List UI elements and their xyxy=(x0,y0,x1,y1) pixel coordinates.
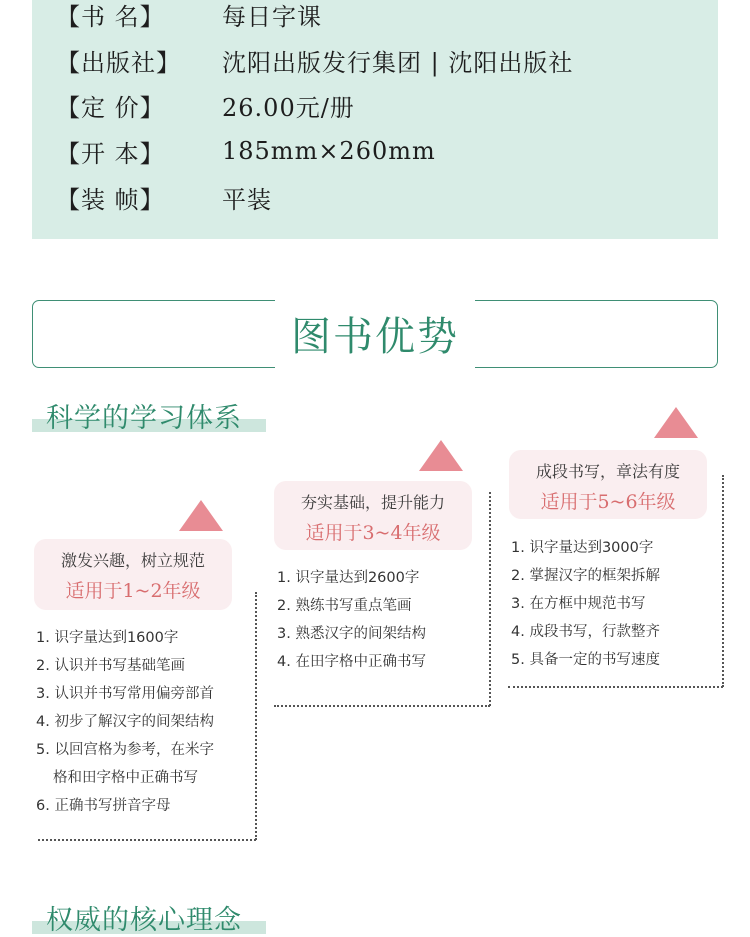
level-3-pill xyxy=(509,450,707,519)
level-2-pill xyxy=(274,481,472,550)
level-slogan: 成段书写，章法有度 xyxy=(535,462,680,481)
section-title-core-concept xyxy=(32,898,272,934)
level-3-list xyxy=(511,534,660,674)
info-row-price xyxy=(56,85,355,125)
info-label: 【定 价】 xyxy=(56,93,165,122)
list-item: 3. 认识并书写常用偏旁部首 xyxy=(36,686,214,702)
info-value: 沈阳出版发行集团 | 沈阳出版社 xyxy=(222,48,574,77)
list-item: 5. 以回宫格为参考，在米字 xyxy=(36,742,214,758)
list-item: 2. 熟练书写重点笔画 xyxy=(277,598,412,614)
info-row-title xyxy=(56,0,322,34)
info-value: 每日字课 xyxy=(222,2,322,31)
section-title-text: 科学的学习体系 xyxy=(46,403,242,434)
list-item: 3. 在方框中规范书写 xyxy=(511,596,646,612)
info-label: 【装 帧】 xyxy=(56,185,165,214)
triangle-marker xyxy=(654,407,698,438)
triangle-marker xyxy=(179,500,223,531)
dotted-divider xyxy=(274,705,490,707)
list-item: 2. 掌握汉字的框架拆解 xyxy=(511,568,660,584)
list-item: 1. 识字量达到3000字 xyxy=(511,540,654,556)
info-row-format xyxy=(56,131,436,171)
level-1-list xyxy=(36,624,214,820)
list-item: 1. 识字量达到2600字 xyxy=(277,570,420,586)
list-item-continued: 格和田字格中正确书写 xyxy=(53,770,198,786)
list-item: 2. 认识并书写基础笔画 xyxy=(36,658,185,674)
info-value: 平装 xyxy=(222,185,272,214)
level-slogan: 激发兴趣，树立规范 xyxy=(60,551,205,570)
section-title-learning-system xyxy=(32,396,272,432)
advantages-title: 图书优势 xyxy=(275,293,475,373)
level-2-list xyxy=(277,564,426,676)
list-item xyxy=(36,764,214,792)
list-item: 4. 初步了解汉字的间架结构 xyxy=(36,714,214,730)
section-title-text: 权威的核心理念 xyxy=(46,905,242,936)
list-item: 4. 在田字格中正确书写 xyxy=(277,654,426,670)
dotted-divider xyxy=(38,839,256,841)
list-item: 5. 具备一定的书写速度 xyxy=(511,652,660,668)
list-item: 3. 熟悉汉字的间架结构 xyxy=(277,626,426,642)
info-value: 26.00元/册 xyxy=(222,93,355,122)
level-grade: 适用于1~2年级 xyxy=(65,580,201,602)
list-item: 1. 识字量达到1600字 xyxy=(36,630,179,646)
info-label: 【出版社】 xyxy=(56,48,181,77)
list-item: 6. 正确书写拼音字母 xyxy=(36,798,171,814)
info-label: 【书 名】 xyxy=(56,2,165,31)
dotted-divider xyxy=(255,592,257,840)
info-row-publisher xyxy=(56,40,573,80)
level-1-pill xyxy=(34,539,232,610)
dotted-divider xyxy=(489,492,491,706)
dotted-divider xyxy=(508,686,723,688)
level-slogan: 夯实基础，提升能力 xyxy=(300,493,445,512)
list-item: 4. 成段书写，行款整齐 xyxy=(511,624,660,640)
info-label: 【开 本】 xyxy=(56,139,165,168)
level-grade: 适用于3~4年级 xyxy=(305,522,441,544)
level-grade: 适用于5~6年级 xyxy=(540,491,676,513)
info-row-binding xyxy=(56,177,272,217)
info-value: 185mm×260mm xyxy=(222,137,436,165)
triangle-marker xyxy=(419,440,463,471)
dotted-divider xyxy=(722,475,724,687)
